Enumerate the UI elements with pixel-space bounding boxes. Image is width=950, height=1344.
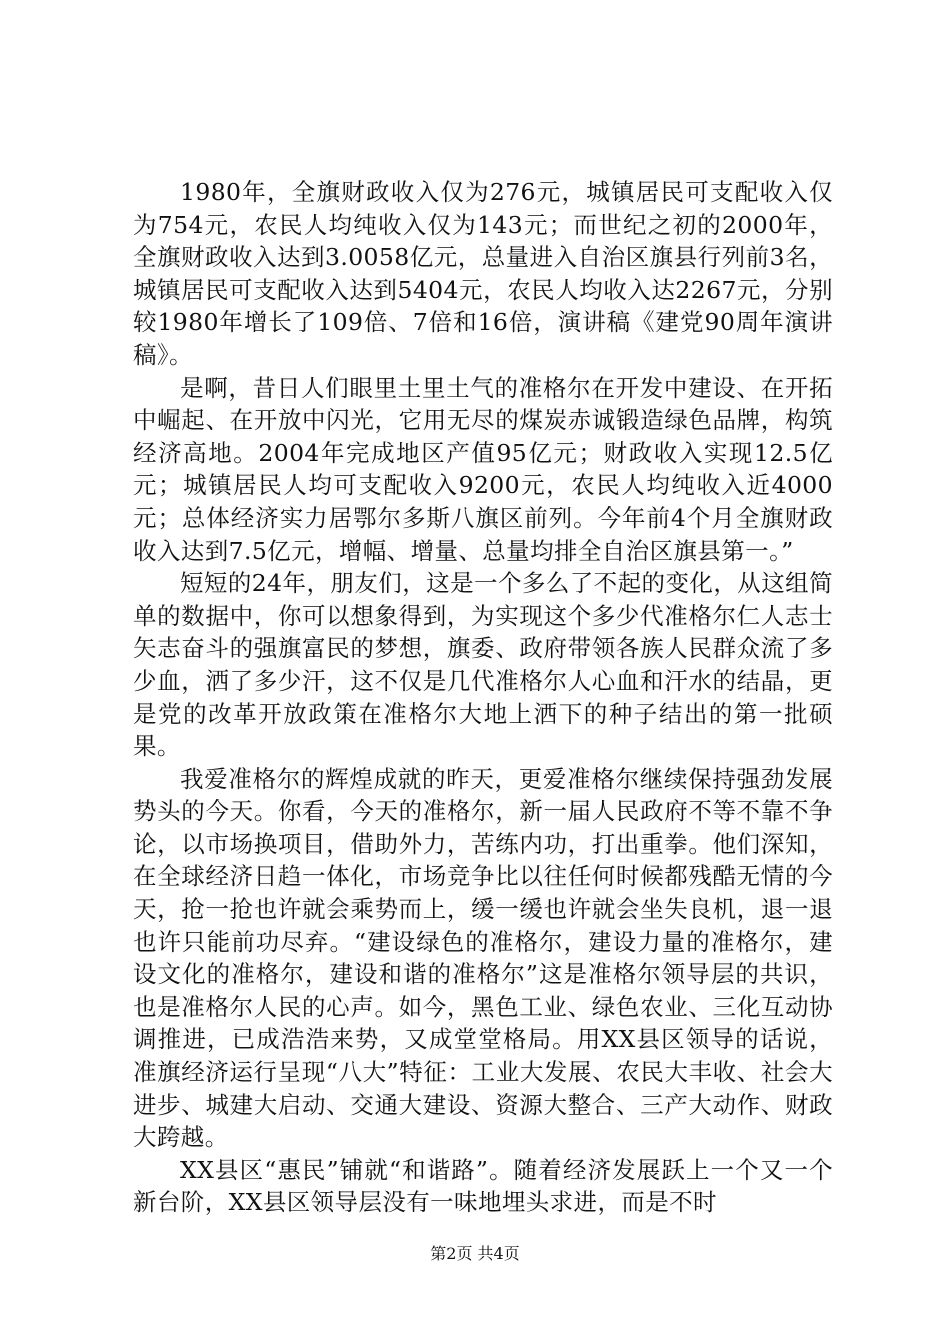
paragraph-1: 1980年，全旗财政收入仅为276元，城镇居民可支配收入仅为754元，农民人均纯收入仅为143元；而世纪之初的2000年，全旗财政收入达到3.0058亿元，总量进入自治区旗县行列前3名，城镇居民可支配收入达到5404元，农民人均收入达2267元，分别较1980年增长了109倍、7倍和16倍，演讲稿《建党90周年演讲稿》。 (133, 178, 833, 369)
paragraph-2: 是啊，昔日人们眼里土里土气的准格尔在开发中建设、在开拓中崛起、在开放中闪光，它用无尽的煤炭赤诚锻造绿色品牌，构筑经济高地。2004年完成地区产值95亿元；财政收入实现12.5亿元；城镇居民人均可支配收入9200元，农民人均纯收入近4000元；总体经济实力居鄂尔多斯八旗区前列。今年前4个月全旗财政收入达到7.5亿元，增幅、增量、总量均排全自治区旗县第一。” (133, 373, 833, 565)
page-footer: 第2页 共4页 (430, 1244, 520, 1263)
document-body (133, 176, 833, 1219)
paragraph-4: 我爱准格尔的辉煌成就的昨天，更爱准格尔继续保持强劲发展势头的今天。你看，今天的准格尔，新一届人民政府不等不靠不争论，以市场换项目，借助外力，苦练内功，打出重拳。他们深知，在全球经济日趋一体化，市场竞争比以往任何时候都残酷无情的今天，抢一抢也许就会乘势而上，缓一缓也许就会坐失良机，退一退也许只能前功尽弃。“建设绿色的准格尔，建设力量的准格尔，建设文化的准格尔，建设和谐的准格尔”这是准格尔领导层的共识，也是准格尔人民的心声。如今，黑色工业、绿色农业、三化互动协调推进，已成浩浩来势，又成堂堂格局。用XX县区领导的话说，准旗经济运行呈现“八大”特征：工业大发展、农民大丰收、社会大进步、城建大启动、交通大建设、资源大整合、三产大动作、财政大跨越。 (133, 764, 833, 1152)
paragraph-3: 短短的24年，朋友们，这是一个多么了不起的变化，从这组简单的数据中，你可以想象得到，为实现这个多少代准格尔仁人志士矢志奋斗的强旗富民的梦想，旗委、政府带领各族人民群众流了多少血，洒了多少汗，这不仅是几代准格尔人心血和汗水的结晶，更是党的改革开放政策在准格尔大地上洒下的种子结出的第一批硕果。 (133, 569, 833, 761)
paragraph-5: XX县区“惠民”铺就“和谐路”。随着经济发展跃上一个又一个新台阶，XX县区领导层没有一味地埋头求进，而是不时 (133, 1155, 833, 1217)
